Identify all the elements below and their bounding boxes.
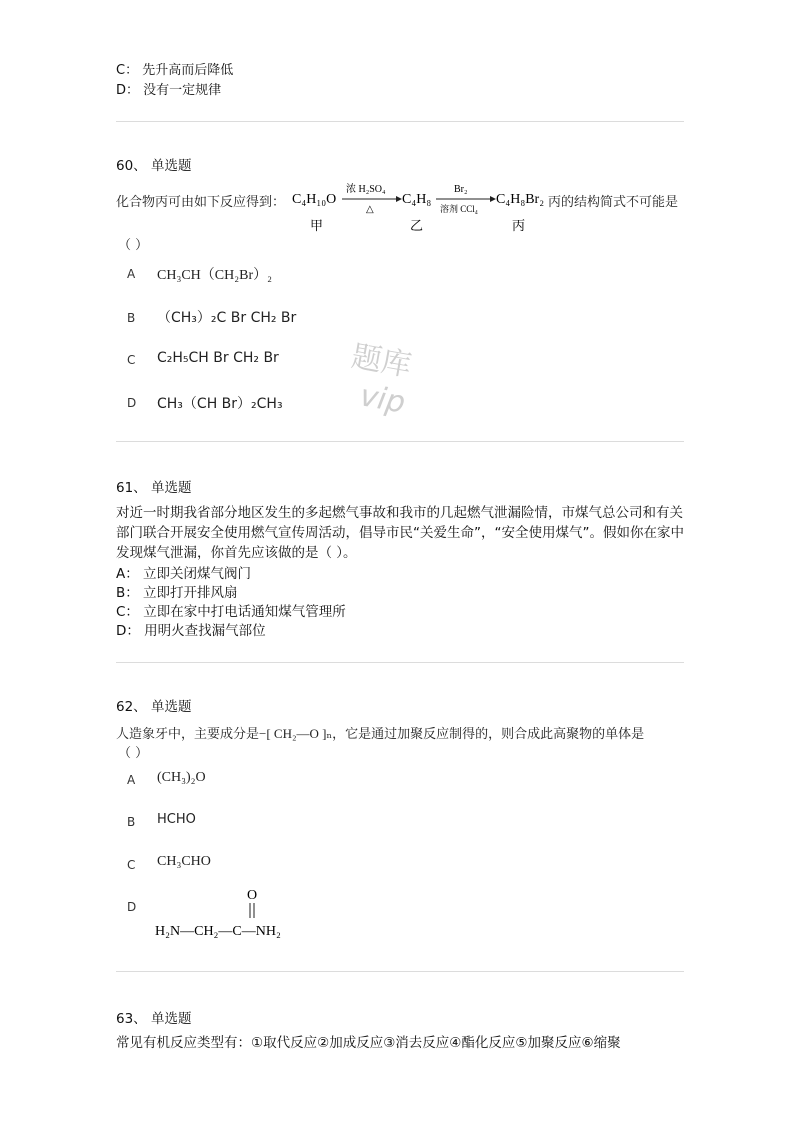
q62-option-a-letter: A [127,773,136,787]
condition-2-bottom: 溶剂 CCl₄ [440,204,478,214]
question-62-header: 62、 单选题 [116,699,192,715]
q62-option-d-letter: D [127,900,137,914]
q62-option-c-letter: C [127,858,136,872]
watermark-vip: vip [357,378,408,421]
q60-option-d-text: CH₃（CH Br）₂CH₃ [157,396,283,412]
q62-option-b-letter: B [127,815,136,829]
q60-option-d-letter: D [127,396,137,410]
q62-paren: （ ） [118,746,149,761]
question-63-header: 63、 单选题 [116,1011,192,1027]
option-d: D： 没有一定规律 [116,83,222,98]
q60-option-a-text: CH₃CH（CH₂Br）₂ [157,268,272,283]
reactant-c4h10o: C₄H₁₀O [292,192,337,207]
q60-option-b-letter: B [127,311,136,325]
reaction-scheme [290,178,550,236]
product-c4h8br2: C₄H₈Br₂ [496,192,545,207]
amide-chain: H₂N—CH₂—C—NH₂ [155,924,281,939]
carbonyl-oxygen: O [247,888,258,903]
condition-1-bottom: △ [366,204,374,215]
q62-option-b-text: HCHO [157,812,196,827]
label-jia: 甲 [310,218,324,233]
q60-stem-suffix: 丙的结构简式不可能是 [548,195,679,210]
q61-option-b: B： 立即打开排风扇 [116,585,238,601]
q62-stem-part-a: 人造象牙中，主要成分是 [116,726,260,741]
q62-stem [116,723,644,742]
condition-2-top: Br₂ [454,184,468,195]
structure-formula-d [152,882,312,944]
q61-stem: 对近一时期我省部分地区发生的多起燃气事故和我市的几起燃气泄漏险情，市煤气总公司和有关部门联合开展安全使用燃气宣传周活动，倡导市民“关爱生命”，“安全使用煤气”。假如你在家中发现煤气泄漏，你首先应该做的是（ ）。 [116,505,684,561]
condition-1-top: 浓 H₂SO₄ [346,184,386,195]
intermediate-c4h8: C₄H₈ [402,192,432,207]
polymer-formula: −[ CH₂—O ]ₙ [259,726,333,741]
q62-stem-part-b: ，它是通过加聚反应制得的，则合成此高聚物的单体是 [332,726,645,741]
question-60-header: 60、 单选题 [116,158,192,174]
divider [116,662,684,663]
divider [116,441,684,442]
q60-option-a-letter: A [127,267,136,281]
q60-paren: （ ） [118,238,149,253]
q60-option-c-text: C₂H₅CH Br CH₂ Br [157,350,279,366]
q61-option-d: D： 用明火查找漏气部位 [116,623,266,639]
q63-stem: 常见有机反应类型有：①取代反应②加成反应③消去反应④酯化反应⑤加聚反应⑥缩聚 [116,1035,621,1051]
watermark-text: 题库 [348,339,414,384]
q60-option-c-letter: C [127,353,136,367]
q61-option-a: A： 立即关闭煤气阀门 [116,566,252,582]
q61-option-c: C： 立即在家中打电话通知煤气管理所 [116,604,346,620]
label-bing: 丙 [512,218,526,233]
q62-option-a-text: (CH₃)₂O [157,770,206,785]
q60-option-b-text: （CH₃）₂C Br CH₂ Br [157,310,297,326]
question-61-header: 61、 单选题 [116,480,192,496]
divider [116,971,684,972]
q60-stem-prefix: 化合物丙可由如下反应得到： [116,195,286,210]
divider [116,121,684,122]
q62-option-c-text: CH₃CHO [157,854,211,869]
label-yi: 乙 [410,218,424,233]
option-c: C： 先升高而后降低 [116,63,234,78]
